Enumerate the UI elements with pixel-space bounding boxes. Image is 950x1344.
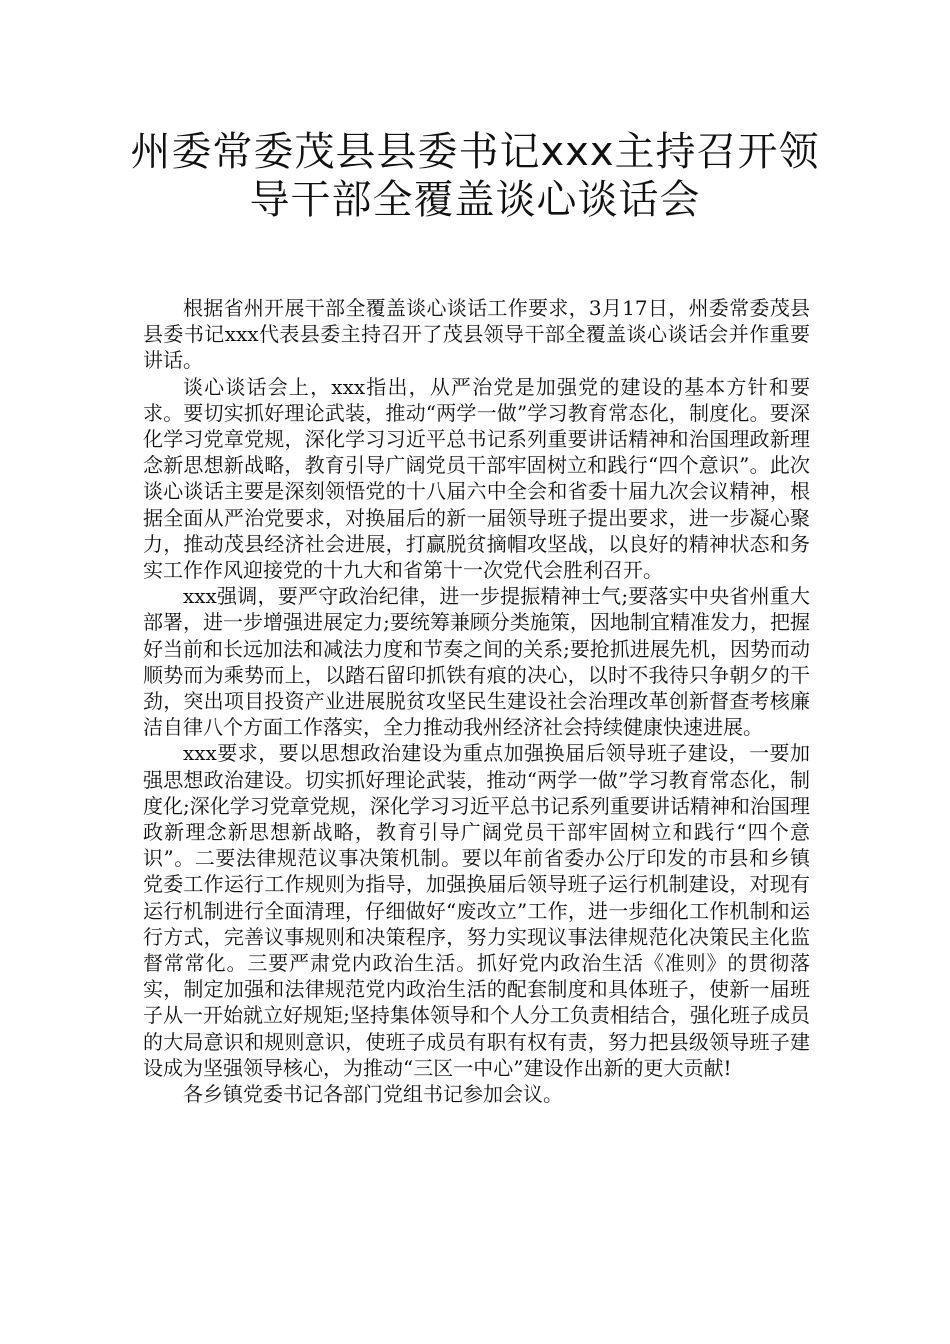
paragraph-1: 根据省州开展干部全覆盖谈心谈话工作要求，3月17日，州委常委茂县县委书记xxx代表县委主持召开了茂县领导干部全覆盖谈心谈话会并作重要讲话。 [143,296,810,373]
paragraph-4: xxx要求，要以思想政治建设为重点加强换届后领导班子建设，一要加强思想政治建设。切实抓好理论武装，推动“两学一做”学习教育常态化，制度化;深化学习党章党规，深化学习习近平总书记系列重要讲话精神和治国理政新理念新思想新战略，教育引导广阔党员干部牢固树立和践行“四个意识”。二要法律规范议事决策机制。要以年前省委办公厅印发的市县和乡镇党委工作运行工作规则为指导，加强换届后领导班子运行机制建设，对现有运行机制进行全面清理，仔细做好“废改立”工作，进一步细化工作机制和运行方式，完善议事规则和决策程序，努力实现议事法律规范化决策民主化监督常常化。三要严肃党内政治生活。抓好党内政治生活《准则》的贯彻落实，制定加强和法律规范党内政治生活的配套制度和具体班子，使新一届班子从一开始就立好规矩;坚持集体领导和个人分工负责相结合，强化班子成员的大局意识和规则意识，使班子成员有职有权有责，努力把县级领导班子建设成为坚强领导核心，为推动“三区一中心”建设作出新的更大贡献! [143,741,810,1080]
paragraph-3: xxx强调，要严守政治纪律，进一步提振精神士气;要落实中央省州重大部署，进一步增强进展定力;要统筹兼顾分类施策，因地制宜精准发力，把握好当前和长远加法和减法力度和节奏之间的关系;要抢抓进展先机，因势而动顺势而为乘势而上，以踏石留印抓铁有痕的决心，以时不我待只争朝夕的干劲，突出项目投资产业进展脱贫攻坚民生建设社会治理改革创新督查考核廉洁自律八个方面工作落实，全力推动我州经济社会持续健康快速进展。 [143,584,810,740]
paragraph-2: 谈心谈话会上，xxx指出，从严治党是加强党的建设的基本方针和要求。要切实抓好理论武装，推动“两学一做”学习教育常态化，制度化。要深化学习党章党规，深化学习习近平总书记系列重要讲话精神和治国理政新理念新思想新战略，教育引导广阔党员干部牢固树立和践行“四个意识”。此次谈心谈话主要是深刻领悟党的十八届六中全会和省委十届九次会议精神，根据全面从严治党要求，对换届后的新一届领导班子提出要求，进一步凝心聚力，推动茂县经济社会进展，打赢脱贫摘帽攻坚战，以良好的精神状态和务实工作作风迎接党的十九大和省第十一次党代会胜利召开。 [143,374,810,583]
document-title [120,128,830,224]
document-body [143,295,810,1107]
title-line-1: 州委常委茂县县委书记xxx主持召开领 [130,129,820,175]
title-line-2: 导干部全覆盖谈心谈话会 [249,177,701,223]
paragraph-5: 各乡镇党委书记各部门党组书记参加会议。 [183,1082,563,1107]
